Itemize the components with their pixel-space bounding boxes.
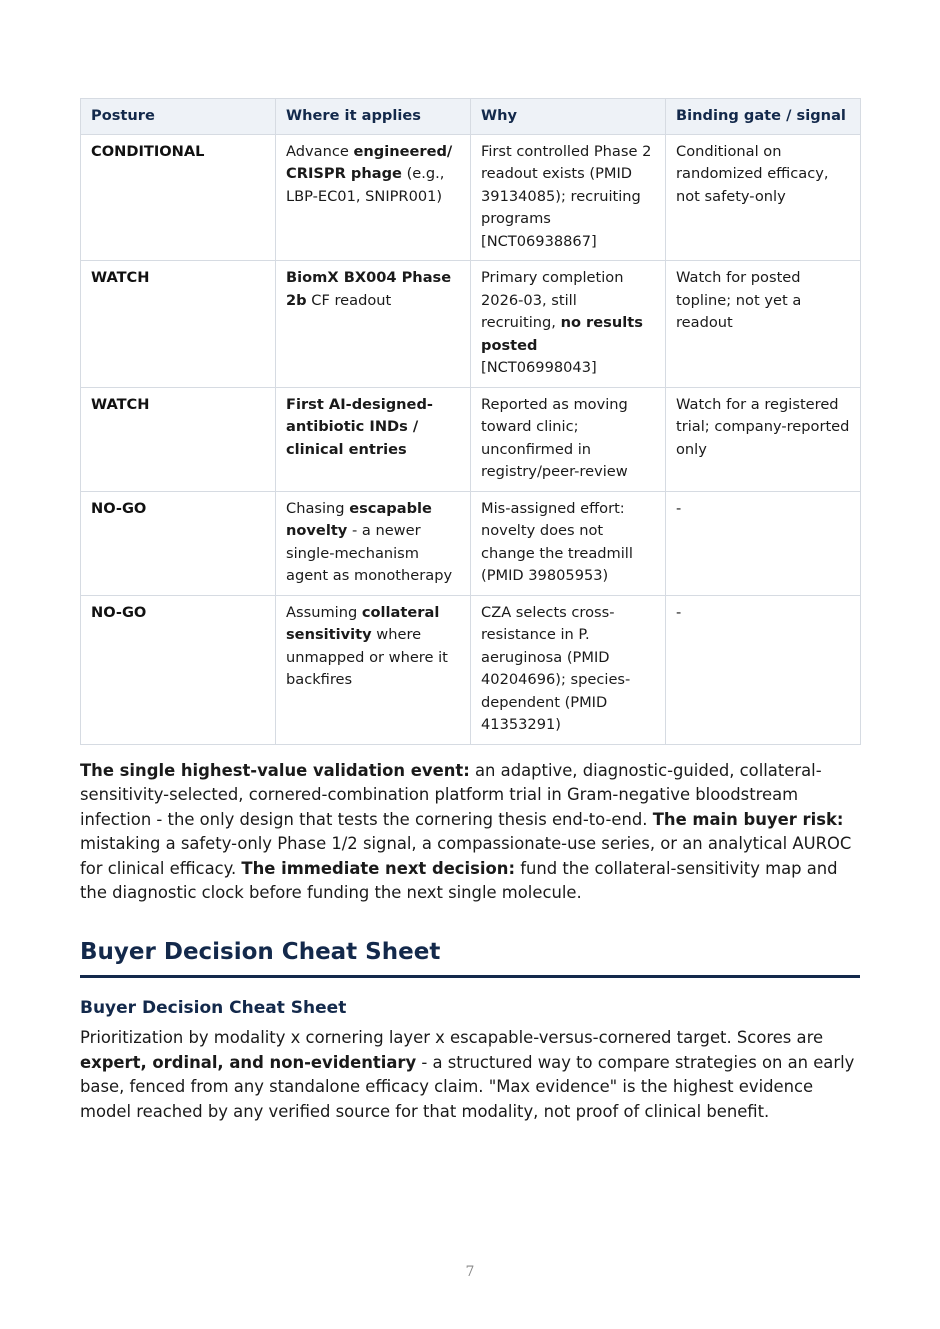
table-row — [81, 491, 861, 595]
where-text: collateral sensitivity — [286, 603, 440, 643]
why-text: Mis-assigned effort: novelty does not change the treadmill (PMID 39805953) — [481, 499, 633, 584]
why-text: First controlled Phase 2 readout exists (PMID 39134085); recruiting programs [NCT06938867] — [481, 142, 652, 250]
where-text: escapable novelty — [286, 499, 432, 539]
where-text: Chasing — [286, 499, 350, 517]
where-text: CF readout — [306, 291, 392, 309]
where-cell — [276, 595, 471, 744]
risk-text: mistaking a safety-only Phase 1/2 signal, a compassionate-use series, or an analytical AUROC for clinical efficacy. — [80, 834, 852, 878]
why-cell — [471, 595, 666, 744]
where-text: - a newer single-mechanism agent as monotherapy — [286, 522, 453, 584]
gate-cell: Watch for posted topline; not yet a readout — [666, 261, 861, 388]
risk-label: The main buyer risk: — [652, 809, 844, 829]
table-row — [81, 261, 861, 388]
gate-cell: - — [666, 595, 861, 744]
validation-text: an adaptive, diagnostic-guided, collateral-sensitivity-selected, cornered-combination platform trial in Gram-negative bloodstream infection - the only design that tests the cornering thesis end-to-end. — [80, 760, 822, 829]
table-body — [81, 134, 861, 744]
header-why: Why — [471, 99, 666, 135]
gate-cell: - — [666, 491, 861, 595]
decision-label: The immediate next decision: — [241, 858, 515, 878]
why-text: no results posted — [481, 314, 643, 354]
why-text: CZA selects cross-resistance in P. aeruginosa (PMID 40204696); species-dependent (PMID 41353291) — [481, 603, 631, 733]
where-cell — [276, 491, 471, 595]
where-text: (e.g., LBP-EC01, SNIPR001) — [286, 165, 445, 205]
decision-text: fund the collateral-sensitivity map and the diagnostic clock before funding the next single molecule. — [80, 858, 838, 903]
gate-cell: Watch for a registered trial; company-reported only — [666, 387, 861, 491]
table-header-row — [81, 99, 861, 135]
posture-cell: NO-GO — [81, 491, 276, 595]
where-cell — [276, 387, 471, 491]
intro-bold: expert, ordinal, and non-evidentiary — [80, 1052, 417, 1072]
where-text: engineered/ CRISPR phage — [286, 142, 453, 182]
page-number: 7 — [465, 1264, 475, 1280]
page-content — [80, 98, 860, 1124]
posture-cell: NO-GO — [81, 595, 276, 744]
header-posture: Posture — [81, 99, 276, 135]
table-row — [81, 595, 861, 744]
why-text: Primary completion 2026-03, still recruiting, — [481, 269, 624, 331]
intro-text-1: Prioritization by modality x cornering layer x escapable-versus-cornered target. Scores are — [80, 1028, 824, 1048]
intro-text-2: - a structured way to compare strategies on an early base, fenced from any standalone efficacy claim. "Max evidence" is the highest evidence model reached by any verified source for that modality, not proof of clinical benefit. — [80, 1052, 855, 1121]
header-where: Where it applies — [276, 99, 471, 135]
gate-cell: Conditional on randomized efficacy, not safety-only — [666, 134, 861, 261]
where-cell — [276, 261, 471, 388]
posture-table — [80, 98, 861, 745]
validation-label: The single highest-value validation event: — [80, 760, 470, 780]
why-text: Reported as moving toward clinic; unconfirmed in registry/peer-review — [481, 395, 628, 480]
where-text: Advance — [286, 142, 354, 160]
subsection-heading: Buyer Decision Cheat Sheet — [80, 998, 347, 1019]
where-cell — [276, 134, 471, 261]
posture-cell: WATCH — [81, 261, 276, 388]
where-text: BiomX BX004 Phase 2b — [286, 269, 452, 309]
posture-cell: WATCH — [81, 387, 276, 491]
why-cell — [471, 134, 666, 261]
why-cell — [471, 387, 666, 491]
why-cell — [471, 261, 666, 388]
header-gate: Binding gate / signal — [666, 99, 861, 135]
intro-paragraph — [80, 1026, 860, 1124]
where-text: First AI-designed-antibiotic INDs / clinical entries — [286, 395, 433, 458]
where-text: Assuming — [286, 603, 362, 621]
why-text: [NCT06998043] — [481, 359, 597, 376]
table-row — [81, 387, 861, 491]
posture-cell: CONDITIONAL — [81, 134, 276, 261]
why-cell — [471, 491, 666, 595]
section-heading: Buyer Decision Cheat Sheet — [80, 937, 860, 978]
table-row — [81, 134, 861, 261]
summary-paragraph — [80, 759, 860, 907]
where-text: where unmapped or where it backfires — [286, 626, 448, 688]
